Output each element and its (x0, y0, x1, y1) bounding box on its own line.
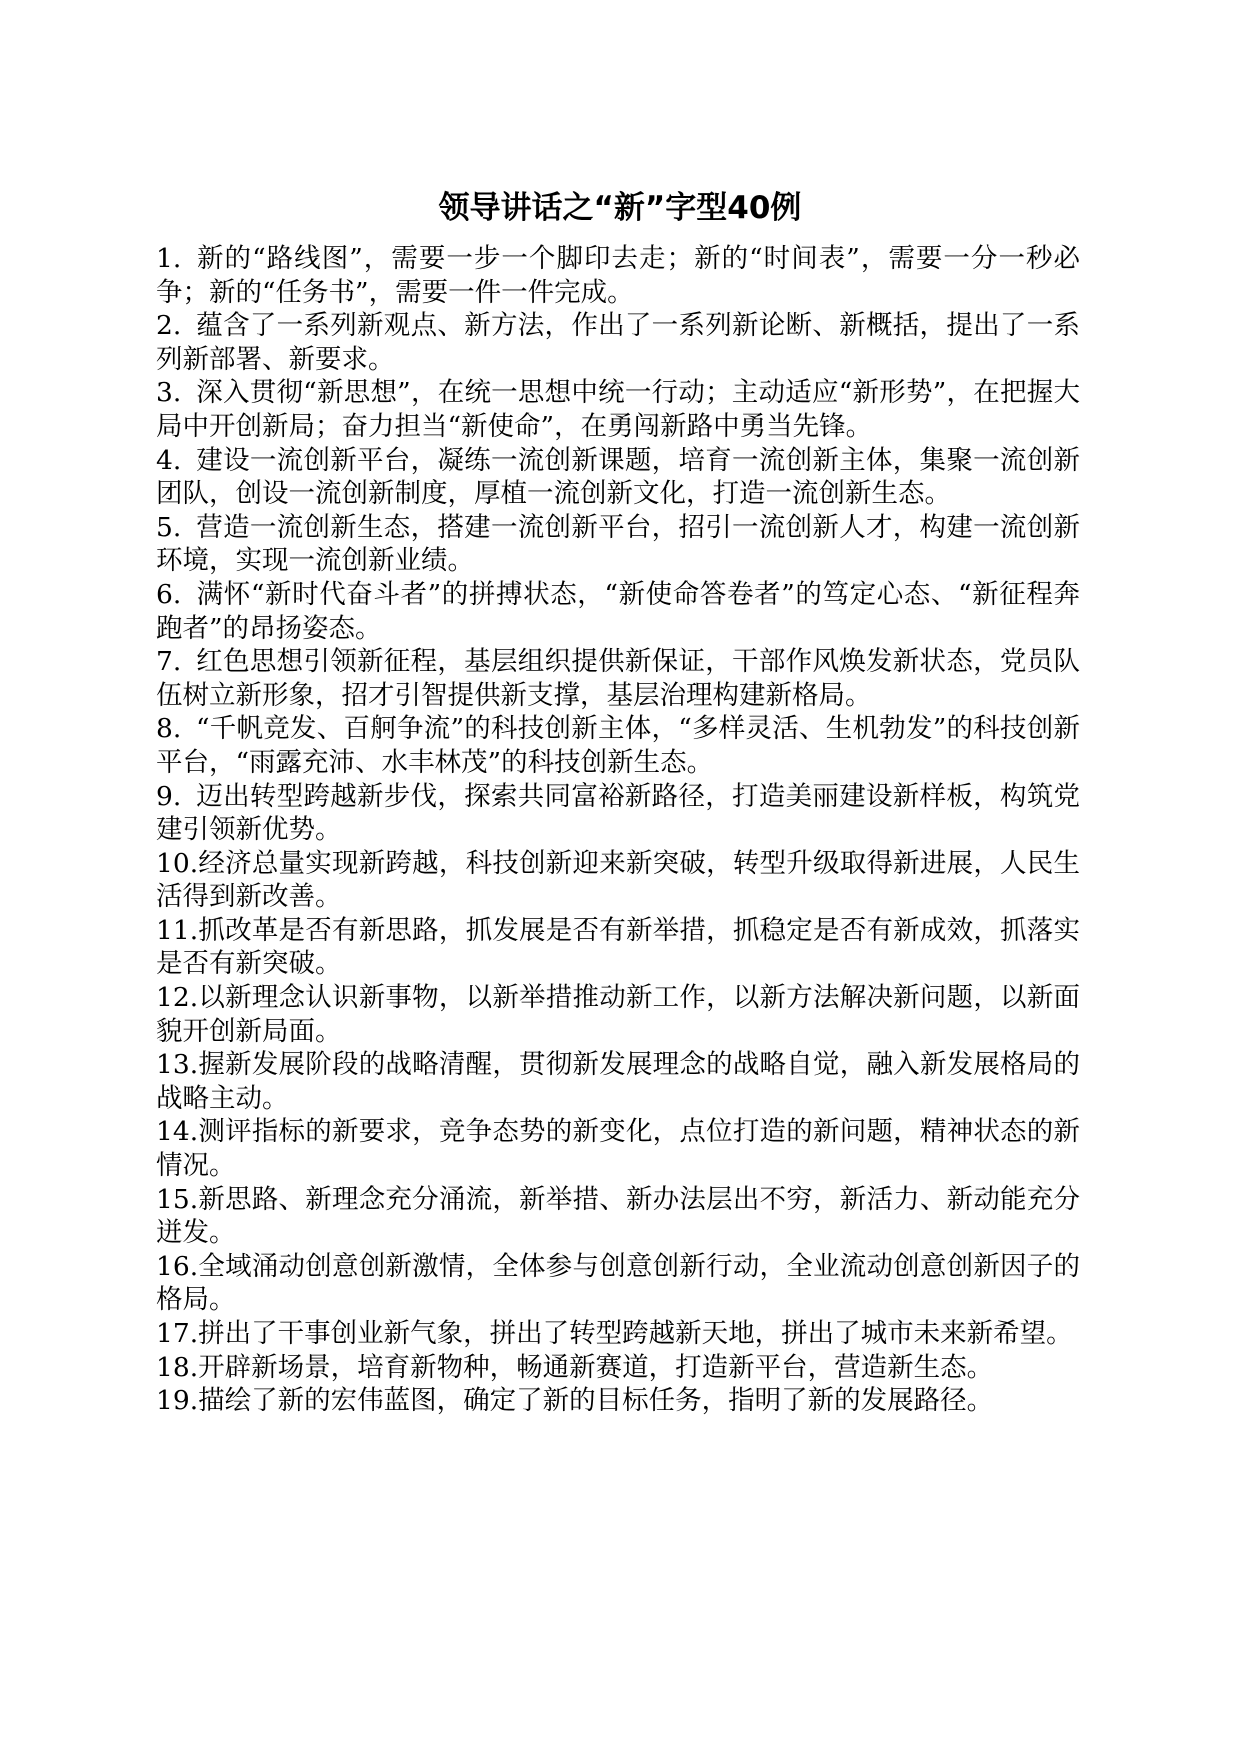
numbered-list (156, 242, 1080, 1418)
list-item (156, 376, 1080, 443)
list-item (156, 309, 1080, 376)
item-number: 9. (156, 780, 182, 812)
item-text: 新的“路线图”，需要一步一个脚印去走；新的“时间表”，需要一分一秒必争；新的“任务书”，需要一件一件完成。 (156, 243, 1080, 308)
item-text: 迈出转型跨越新步伐，探索共同富裕新路径，打造美丽建设新样板，构筑党建引领新优势。 (156, 780, 1080, 846)
item-text: “千帆竞发、百舸争流”的科技创新主体，“多样灵活、生机勃发”的科技创新平台，“雨露充沛、水丰林茂”的科技创新生态。 (156, 713, 1080, 778)
list-item (156, 712, 1080, 779)
list-item (156, 578, 1080, 645)
document-title: 领导讲话之“新”字型40例 (438, 190, 802, 226)
item-text: 描绘了新的宏伟蓝图，确定了新的目标任务，指明了新的发展路径。 (198, 1385, 994, 1417)
item-number: 14. (156, 1116, 199, 1148)
item-text: 深入贯彻“新思想”，在统一思想中统一行动；主动适应“新形势”，在把握大局中开创新局；奋力担当“新使命”，在勇闯新路中勇当先锋。 (156, 377, 1080, 442)
item-text: 新思路、新理念充分涌流，新举措、新办法层出不穷，新活力、新动能充分迸发。 (156, 1183, 1080, 1249)
item-number: 15. (156, 1183, 199, 1215)
item-number: 10. (156, 847, 199, 879)
item-number: 1. (156, 243, 182, 274)
item-number: 4. (156, 444, 182, 476)
list-item (156, 1317, 1080, 1351)
item-text: 开辟新场景，培育新物种，畅通新赛道，打造新平台，营造新生态。 (198, 1351, 994, 1383)
item-text: 测评指标的新要求，竞争态势的新变化，点位打造的新问题，精神状态的新情况。 (156, 1116, 1080, 1182)
list-item (156, 645, 1080, 712)
item-text: 经济总量实现新跨越，科技创新迎来新突破，转型升级取得新进展，人民生活得到新改善。 (156, 847, 1080, 913)
item-number: 2. (156, 310, 182, 342)
item-number: 3. (156, 377, 182, 409)
list-item (156, 1250, 1080, 1317)
item-text: 满怀“新时代奋斗者”的拼搏状态，“新使命答卷者”的笃定心态、“新征程奔跑者”的昂扬姿态。 (156, 578, 1080, 644)
item-number: 16. (156, 1250, 199, 1282)
item-number: 11. (156, 914, 199, 946)
item-number: 6. (156, 578, 182, 610)
item-number: 17. (156, 1318, 199, 1349)
item-number: 13. (156, 1049, 199, 1081)
item-text: 拼出了干事创业新气象，拼出了转型跨越新天地，拼出了城市未来新希望。 (198, 1318, 1073, 1349)
list-item (156, 847, 1080, 914)
list-item (156, 1384, 1080, 1418)
item-text: 抓改革是否有新思路，抓发展是否有新举措，抓稳定是否有新成效，抓落实是否有新突破。 (156, 914, 1080, 980)
item-number: 5. (156, 511, 182, 543)
item-text: 红色思想引领新征程，基层组织提供新保证，干部作风焕发新状态，党员队伍树立新形象，招才引智提供新支撑，基层治理构建新格局。 (156, 646, 1080, 711)
item-text: 握新发展阶段的战略清醒，贯彻新发展理念的战略自觉，融入新发展格局的战略主动。 (156, 1049, 1080, 1114)
item-text: 全域涌动创意创新激情，全体参与创意创新行动，全业流动创意创新因子的格局。 (156, 1250, 1080, 1316)
item-text: 营造一流创新生态，搭建一流创新平台，招引一流创新人才，构建一流创新环境，实现一流创新业绩。 (156, 511, 1080, 577)
item-text: 蕴含了一系列新观点、新方法，作出了一系列新论断、新概括，提出了一系列新部署、新要求。 (156, 310, 1080, 375)
list-item (156, 780, 1080, 847)
item-text: 建设一流创新平台，凝练一流创新课题，培育一流创新主体，集聚一流创新团队，创设一流创新制度，厚植一流创新文化，打造一流创新生态。 (156, 444, 1080, 510)
list-item (156, 1183, 1080, 1250)
list-item (156, 444, 1080, 511)
list-item (156, 914, 1080, 981)
item-number: 8. (156, 713, 182, 745)
list-item (156, 1115, 1080, 1182)
list-item (156, 981, 1080, 1048)
list-item (156, 1048, 1080, 1115)
item-number: 12. (156, 982, 199, 1014)
item-text: 以新理念认识新事物，以新举措推动新工作，以新方法解决新问题，以新面貌开创新局面。 (156, 982, 1080, 1047)
list-item (156, 511, 1080, 578)
item-number: 19. (156, 1385, 199, 1417)
item-number: 7. (156, 646, 182, 678)
list-item (156, 242, 1080, 309)
list-item (156, 1351, 1080, 1385)
item-number: 18. (156, 1351, 199, 1383)
